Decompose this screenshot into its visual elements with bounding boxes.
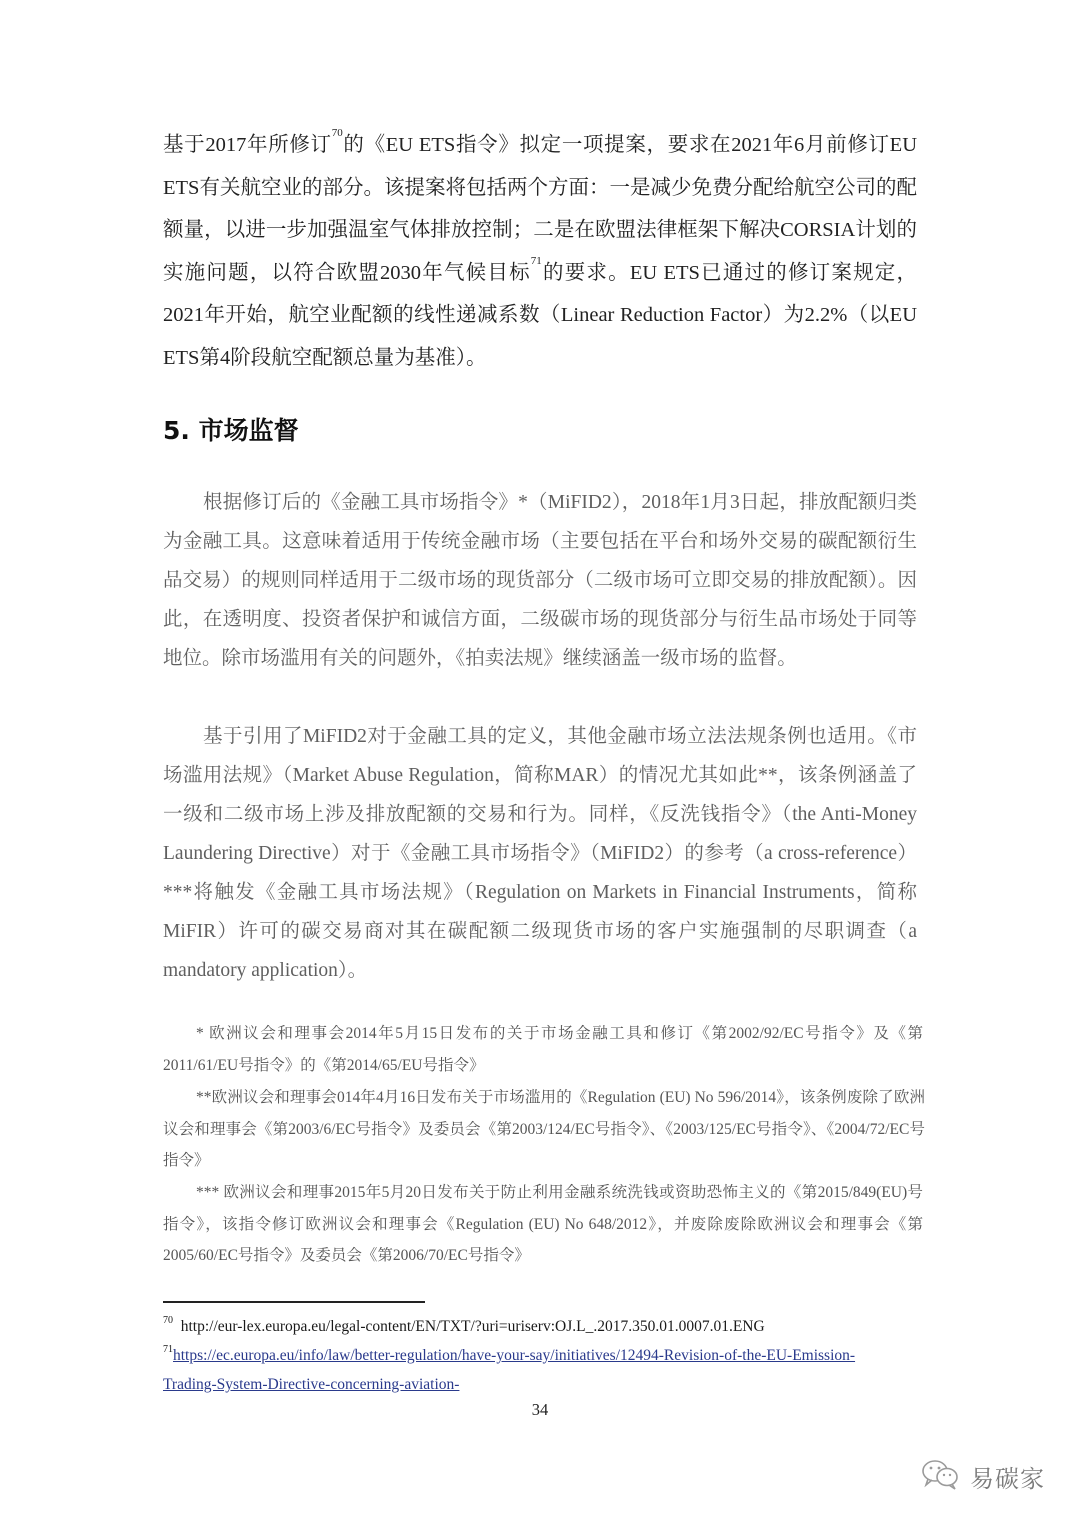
watermark-label: 易碳家 [970, 1465, 1045, 1493]
note-2: **欧洲议会和理事会014年4月16日发布关于市场滥用的《Regulation (EU) No 596/2014》，该条例废除了欧洲议会和理事会《第2003/6/EC号指令》及委员会《第2003/124/EC号指令》、《2003/125/EC号指令》、《2004/72/EC号指令》 [163, 1089, 925, 1169]
page-number: 34 [531, 1400, 549, 1419]
footnote-ref-71[interactable]: 71 [530, 254, 542, 267]
wechat-icon [920, 1458, 962, 1495]
note-3: *** 欧洲议会和理事2015年5月20日发布关于防止利用金融系统洗钱或资助恐怖主义的《第2015/849(EU)号指令》，该指令修订欧洲议会和理事会《Regulation (EU) No 648/2012》，并废除废除欧洲议会和理事会《第2005/60/EC号指令》及委员会《第2006/70/EC号指令》 [163, 1184, 923, 1264]
footnote-71-number: 71 [163, 1344, 173, 1355]
intro-text-3: 的要求。EU ETS已通过的修订案规定，2021年开始，航空业配额的线性递减系数（Linear Reduction Factor）为2.2%（以EU ETS第4阶段航空配额总量为基准）。 [163, 261, 917, 369]
note-1: * 欧洲议会和理事会2014年5月15日发布的关于市场金融工具和修订《第2002/92/EC号指令》及《第2011/61/EU号指令》的《第2014/65/EU号指令》 [163, 1025, 923, 1074]
footnote-ref-70[interactable]: 70 [331, 127, 343, 139]
watermark [920, 1458, 1045, 1495]
footnote-70-number: 70 [163, 1315, 173, 1326]
intro-text-2: 的《EU ETS指令》拟定一项提案，要求在2021年6月前修订EU ETS有关航空业的部分。该提案将包括两个方面：一是减少免费分配给航空公司的配额量，以进一步加强温室气体排放控制；二是在欧盟法律框架下解决CORSIA计划的实施问题，以符合欧盟2030年气候目标 [163, 134, 918, 284]
section-heading: 5. 市场监督 [163, 416, 299, 445]
footnote-71-link-cont[interactable]: Trading-System-Directive-concerning-aviation- [163, 1376, 460, 1393]
section-paragraph-2: 基于引用了MiFID2对于金融工具的定义，其他金融市场立法法规条例也适用。《市场滥用法规》（Market Abuse Regulation，简称MAR）的情况尤其如此**，该条例涵盖了一级和二级市场上涉及排放配额的交易和行为。同样，《反洗钱指令》（the Anti-Money Laundering Directive）对于《金融工具市场指令》（MiFID2）的参考（a cross-reference）***将触发《金融工具市场法规》（Regulation on Markets in Financial Instruments，简称MiFIR）许可的碳交易商对其在碳配额二级现货市场的客户实施强制的尽职调查（a mandatory application）。 [163, 726, 917, 981]
intro-paragraph [163, 124, 917, 379]
intro-text-1: 基于2017年所修订 [163, 134, 332, 156]
footnote-70 [163, 1312, 923, 1341]
section-paragraph-1: 根据修订后的《金融工具市场指令》*（MiFID2），2018年1月3日起，排放配额归类为金融工具。这意味着适用于传统金融市场（主要包括在平台和场外交易的碳配额衍生品交易）的规则同样适用于二级市场的现货部分（二级市场可立即交易的排放配额）。因此，在透明度、投资者保护和诚信方面，二级碳市场的现货部分与衍生品市场处于同等地位。除市场滥用有关的问题外，《拍卖法规》继续涵盖一级市场的监督。 [163, 492, 917, 669]
footnote-70-url: http://eur-lex.europa.eu/legal-content/EN/TXT/?uri=uriserv:OJ.L_.2017.350.01.0007.01.ENG [180, 1318, 765, 1335]
footnote-71-link[interactable]: https://ec.europa.eu/info/law/better-regulation/have-your-say/initiatives/12494-Revision-of-the-EU-Emission- [173, 1347, 856, 1364]
footnote-divider [163, 1301, 425, 1303]
footnote-71 [163, 1341, 923, 1399]
